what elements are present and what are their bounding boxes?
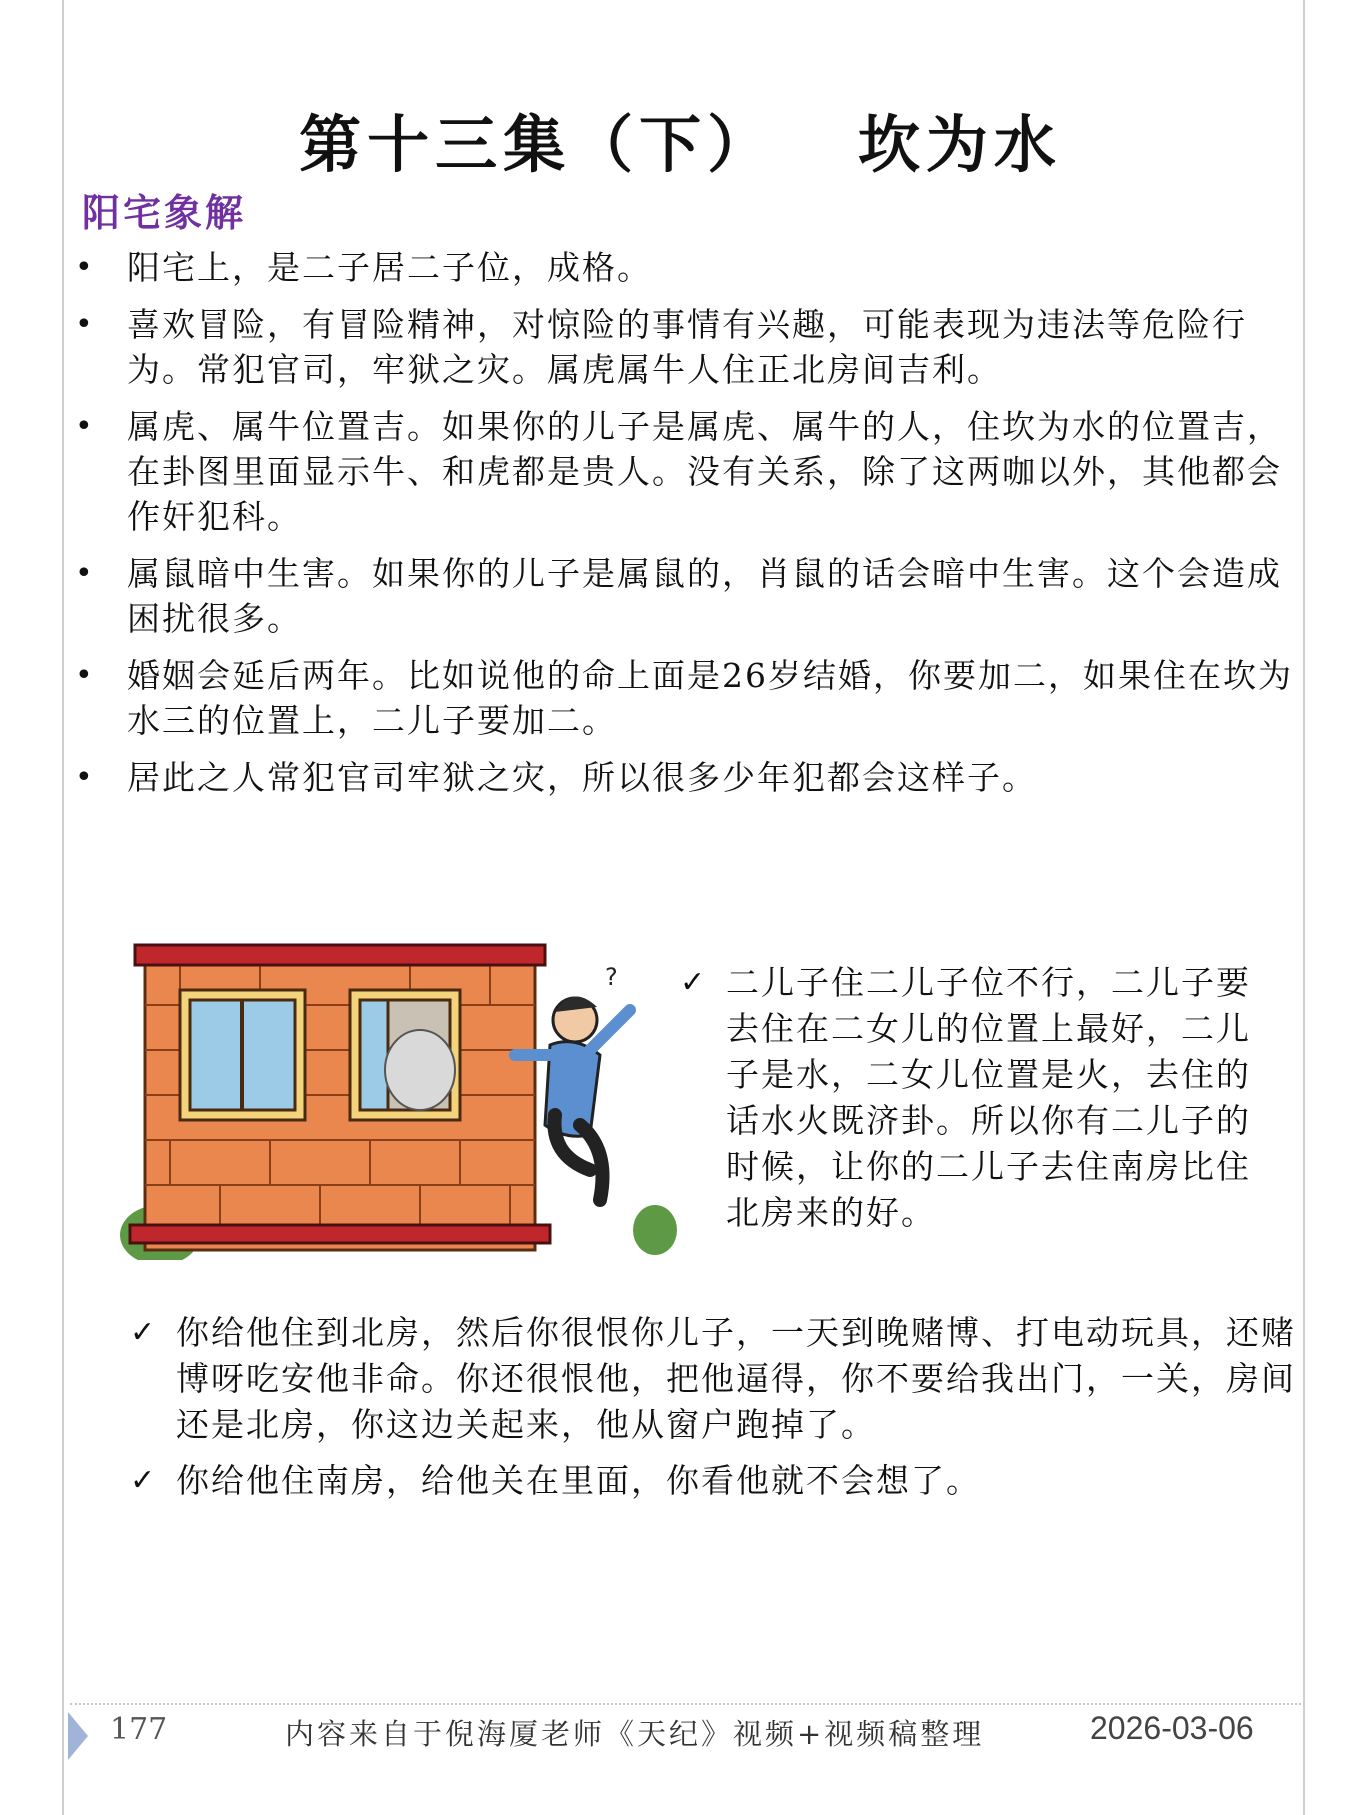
house-escape-illustration	[110, 930, 680, 1260]
source-note: 内容来自于倪海厦老师《天纪》视频+视频稿整理	[285, 1717, 985, 1751]
check-text: 你给他住到北房，然后你很恨你儿子，一天到晚赌博、打电动玩具，还赌博呀吃安他非命。你还很恨他，把他逼得，你不要给我出门，一关，房间还是北房，你这边关起来，他从窗户跑掉了。	[176, 1313, 1296, 1444]
bullet-item: • 阳宅上，是二子居二子位，成格。	[75, 245, 1295, 290]
check-item	[680, 960, 1280, 1236]
bullet-item: • 喜欢冒险，有冒险精神，对惊险的事情有兴趣，可能表现为违法等危险行为。常犯官司，牢狱之灾。属虎属牛人住正北房间吉利。	[75, 302, 1295, 392]
check-icon: ✓	[680, 965, 708, 1000]
page-title: 第十三集（下） 坎为水	[299, 108, 1062, 181]
right-border-line	[1303, 0, 1305, 1815]
svg-text:?: ?	[605, 963, 618, 991]
bullet-item: • 婚姻会延后两年。比如说他的命上面是26岁结婚，你要加二，如果住在坎为水三的位置上，二儿子要加二。	[75, 653, 1295, 743]
bullet-item: • 属虎、属牛位置吉。如果你的儿子是属虎、属牛的人，住坎为水的位置吉，在卦图里面显示牛、和虎都是贵人。没有关系，除了这两咖以外，其他都会作奸犯科。	[75, 404, 1295, 539]
bottom-check-list	[130, 1310, 1320, 1514]
footer-divider	[70, 1703, 1301, 1705]
bullet-list	[75, 245, 1295, 812]
page-number: 177	[110, 1712, 168, 1747]
check-icon: ✓	[130, 1463, 158, 1498]
side-check-list	[680, 960, 1280, 1236]
check-text: 二儿子住二儿子位不行，二儿子要去住在二女儿的位置上最好，二儿子是水，二女儿位置是火，去住的话水火既济卦。所以你有二儿子的时候，让你的二儿子去住南房比住北房来的好。	[726, 963, 1251, 1232]
triangle-marker-icon	[68, 1712, 88, 1760]
check-item	[130, 1310, 1320, 1448]
bullet-item: • 居此之人常犯官司牢狱之灾，所以很多少年犯都会这样子。	[75, 755, 1295, 800]
left-border-line	[62, 0, 64, 1815]
check-item	[130, 1458, 1320, 1504]
footer-date: 2026-03-06	[1090, 1710, 1254, 1746]
check-icon: ✓	[130, 1315, 158, 1350]
section-heading: 阳宅象解	[82, 190, 247, 235]
bullet-item: • 属鼠暗中生害。如果你的儿子是属鼠的，肖鼠的话会暗中生害。这个会造成困扰很多。	[75, 551, 1295, 641]
check-text: 你给他住南房，给他关在里面，你看他就不会想了。	[176, 1461, 981, 1500]
